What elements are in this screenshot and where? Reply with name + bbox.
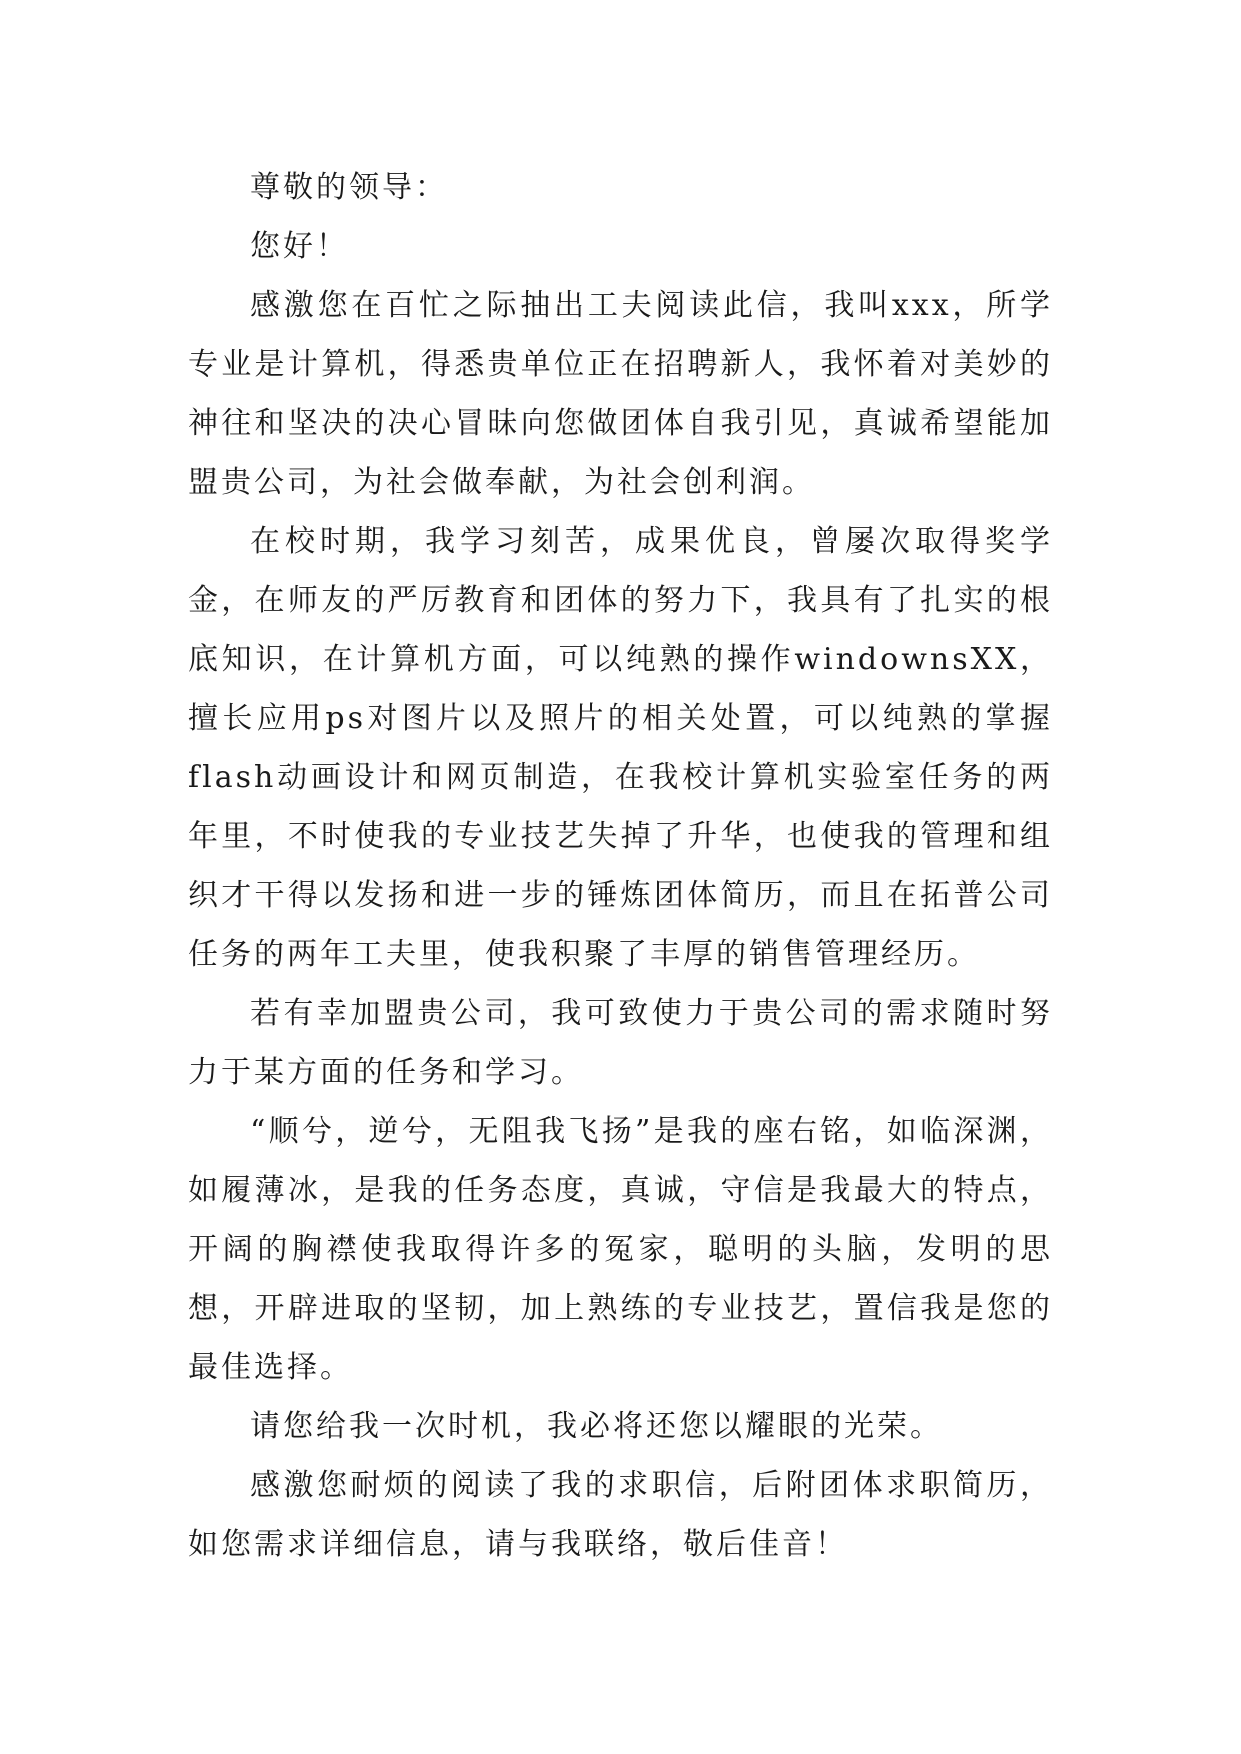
paragraph-school: 在校时期，我学习刻苦，成果优良，曾屡次取得奖学金，在师友的严厉教育和团体的努力下，我具有了扎实的根底知识，在计算机方面，可以纯熟的操作windownsXX，擅长应用ps对图片以及照片的相关处置，可以纯熟的掌握flash动画设计和网页制造，在我校计算机实验室任务的两年里，不时使我的专业技艺失掉了升华，也使我的管理和组织才干得以发扬和进一步的锤炼团体简历，而且在拓普公司任务的两年工夫里，使我积聚了丰厚的销售管理经历。 [188, 524, 1053, 972]
paragraph-request: 请您给我一次时机，我必将还您以耀眼的光荣。 [250, 1409, 943, 1444]
letter-body [188, 158, 1053, 1574]
paragraph-motto: “顺兮，逆兮，无阻我飞扬”是我的座右铭，如临深渊，如履薄冰，是我的任务态度，真诚，守信是我最大的特点，开阔的胸襟使我取得许多的冤家，聪明的头脑，发明的思想，开辟进取的坚韧，加上熟练的专业技艺，置信我是您的最佳选择。 [188, 1114, 1053, 1385]
paragraph-hope: 若有幸加盟贵公司，我可致使力于贵公司的需求随时努力于某方面的任务和学习。 [188, 996, 1053, 1090]
paragraph-intro: 感激您在百忙之际抽出工夫阅读此信，我叫xxx，所学专业是计算机，得悉贵单位正在招聘新人，我怀着对美妙的神往和坚决的决心冒昧向您做团体自我引见，真诚希望能加盟贵公司，为社会做奉献，为社会创利润。 [188, 288, 1053, 500]
greeting: 您好！ [250, 229, 349, 264]
salutation: 尊敬的领导： [250, 170, 448, 205]
paragraph-closing: 感激您耐烦的阅读了我的求职信，后附团体求职简历，如您需求详细信息，请与我联络，敬后佳音！ [188, 1468, 1053, 1562]
